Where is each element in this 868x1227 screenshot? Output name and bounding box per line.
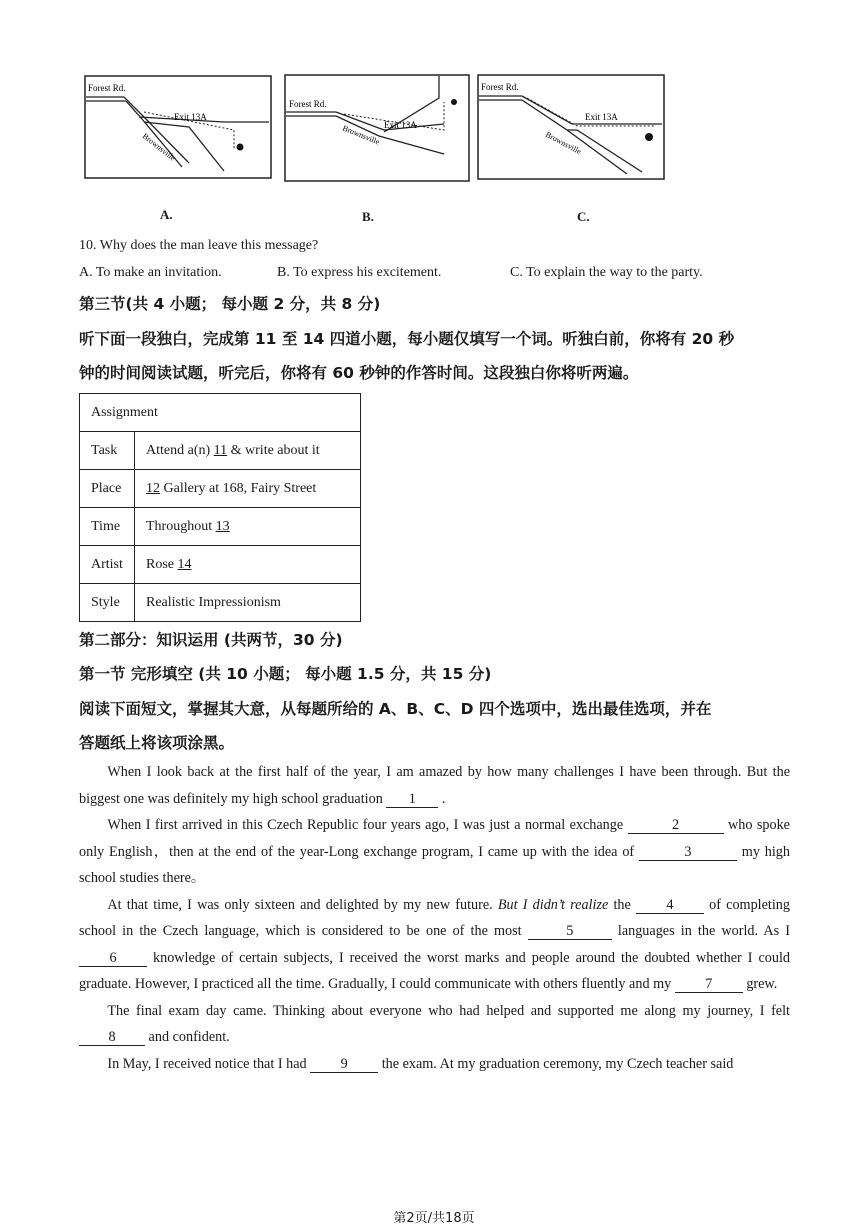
brownsville-text: Brownsville [341,123,381,147]
map-a [84,75,272,179]
part2-section1-heading: 第一节 完形填空 (共 10 小题； 每小题 1.5 分，共 15 分) [79,665,492,683]
row-value: Realistic Impressionism [135,584,361,622]
part2-instruction-2: 答题纸上将该项涂黑。 [79,734,235,752]
assignment-table [79,393,361,622]
cloze-blank-5[interactable]: 5 [528,923,612,940]
paragraph-4: The final exam day came. Thinking about everyone who had helped and supported me along my journey, I felt 8 and confident. [79,998,790,1051]
map-label-b: B. [362,209,374,224]
option-c[interactable]: C. To explain the way to the party. [510,265,703,280]
row-value: Attend a(n) 11 & write about it [135,432,361,470]
cloze-blank-4[interactable]: 4 [636,897,704,914]
paragraph-2: When I first arrived in this Czech Republic four years ago, I was just a normal exchange 2 who spoke only English，then at the end of the year-Long exchange program, I came up with the idea of 3 my high school studies there。 [79,817,790,886]
cloze-blank-6[interactable]: 6 [79,950,147,967]
map-c [477,74,665,180]
paragraph-3: At that time, I was only sixteen and delighted by my new future. But I didn’t realize the 4 of completing school in the Czech language, which is considered to be one of the most 5 languages in the world. As I 6 knowledge of certain subjects, I received the worst marks and people around the doubted whether I could graduate. However, I practiced all the time. Gradually, I could communicate with others fluently and my 7 grew. [79,896,791,992]
part2-heading: 第二部分：知识运用 (共两节，30 分) [79,631,343,649]
cloze-blank-9[interactable]: 9 [310,1056,378,1073]
row-value: Rose 14 [135,546,361,584]
cloze-blank-1[interactable]: 1 [386,791,438,808]
answer-blank-12[interactable]: 12 [146,480,160,496]
row-key: Place [80,470,135,508]
exit-text: Exit 13A [585,112,618,122]
exit-text: Exit 13A [174,112,207,122]
page-footer: 第2页/共18页 [393,1211,475,1226]
forest-rd-text: Forest Rd. [289,99,327,109]
table-row [80,508,361,546]
answer-blank-14[interactable]: 14 [177,556,192,572]
option-a[interactable]: A. To make an invitation. [79,265,222,280]
section3-instruction-1: 听下面一段独白，完成第 11 至 14 四道小题，每小题仅填写一个词。听独白前，你将有 20 秒 [79,330,735,348]
row-key: Style [80,584,135,622]
row-value: 12 Gallery at 168, Fairy Street [135,470,361,508]
map-label-c: C. [577,209,590,224]
paragraph-5: In May, I received notice that I had 9 the exam. At my graduation ceremony, my Czech teacher said [107,1055,734,1072]
row-value: Throughout 13 [135,508,361,546]
table-row [80,432,361,470]
cloze-blank-7[interactable]: 7 [675,976,743,993]
cloze-passage [79,759,790,1077]
answer-blank-13[interactable]: 13 [215,518,230,534]
exit-text: Exit 13A [384,120,417,130]
table-row [80,546,361,584]
answer-blank-11[interactable]: 11 [213,442,228,458]
option-b[interactable]: B. To express his excitement. [277,265,442,280]
table-title: Assignment [80,394,361,432]
part2-instruction-1: 阅读下面短文，掌握其大意，从每题所给的 A、B、C、D 四个选项中，选出最佳选项，并在 [79,700,712,718]
cloze-blank-2[interactable]: 2 [628,817,724,834]
cloze-blank-8[interactable]: 8 [79,1029,145,1046]
brownsville-text: Brownsville [140,131,178,163]
map-label-a: A. [160,207,173,222]
brownsville-text: Brownsville [544,129,583,157]
question-10: 10. Why does the man leave this message? [79,238,319,253]
map-b [284,74,470,182]
row-key: Artist [80,546,135,584]
row-key: Time [80,508,135,546]
paragraph-1: When I look back at the first half of the year, I am amazed by how many challenges I have been through. But the biggest one was definitely my high school graduation 1 . [79,764,790,807]
section3-instruction-2: 钟的时间阅读试题，听完后，你将有 60 秒钟的作答时间。这段独白你将听两遍。 [79,364,639,382]
table-row [80,394,361,432]
table-row [80,470,361,508]
forest-rd-text: Forest Rd. [88,83,126,93]
row-key: Task [80,432,135,470]
table-row [80,584,361,622]
forest-rd-text: Forest Rd. [481,82,519,92]
cloze-blank-3[interactable]: 3 [639,844,737,861]
section3-heading: 第三节(共 4 小题； 每小题 2 分，共 8 分) [79,295,381,313]
